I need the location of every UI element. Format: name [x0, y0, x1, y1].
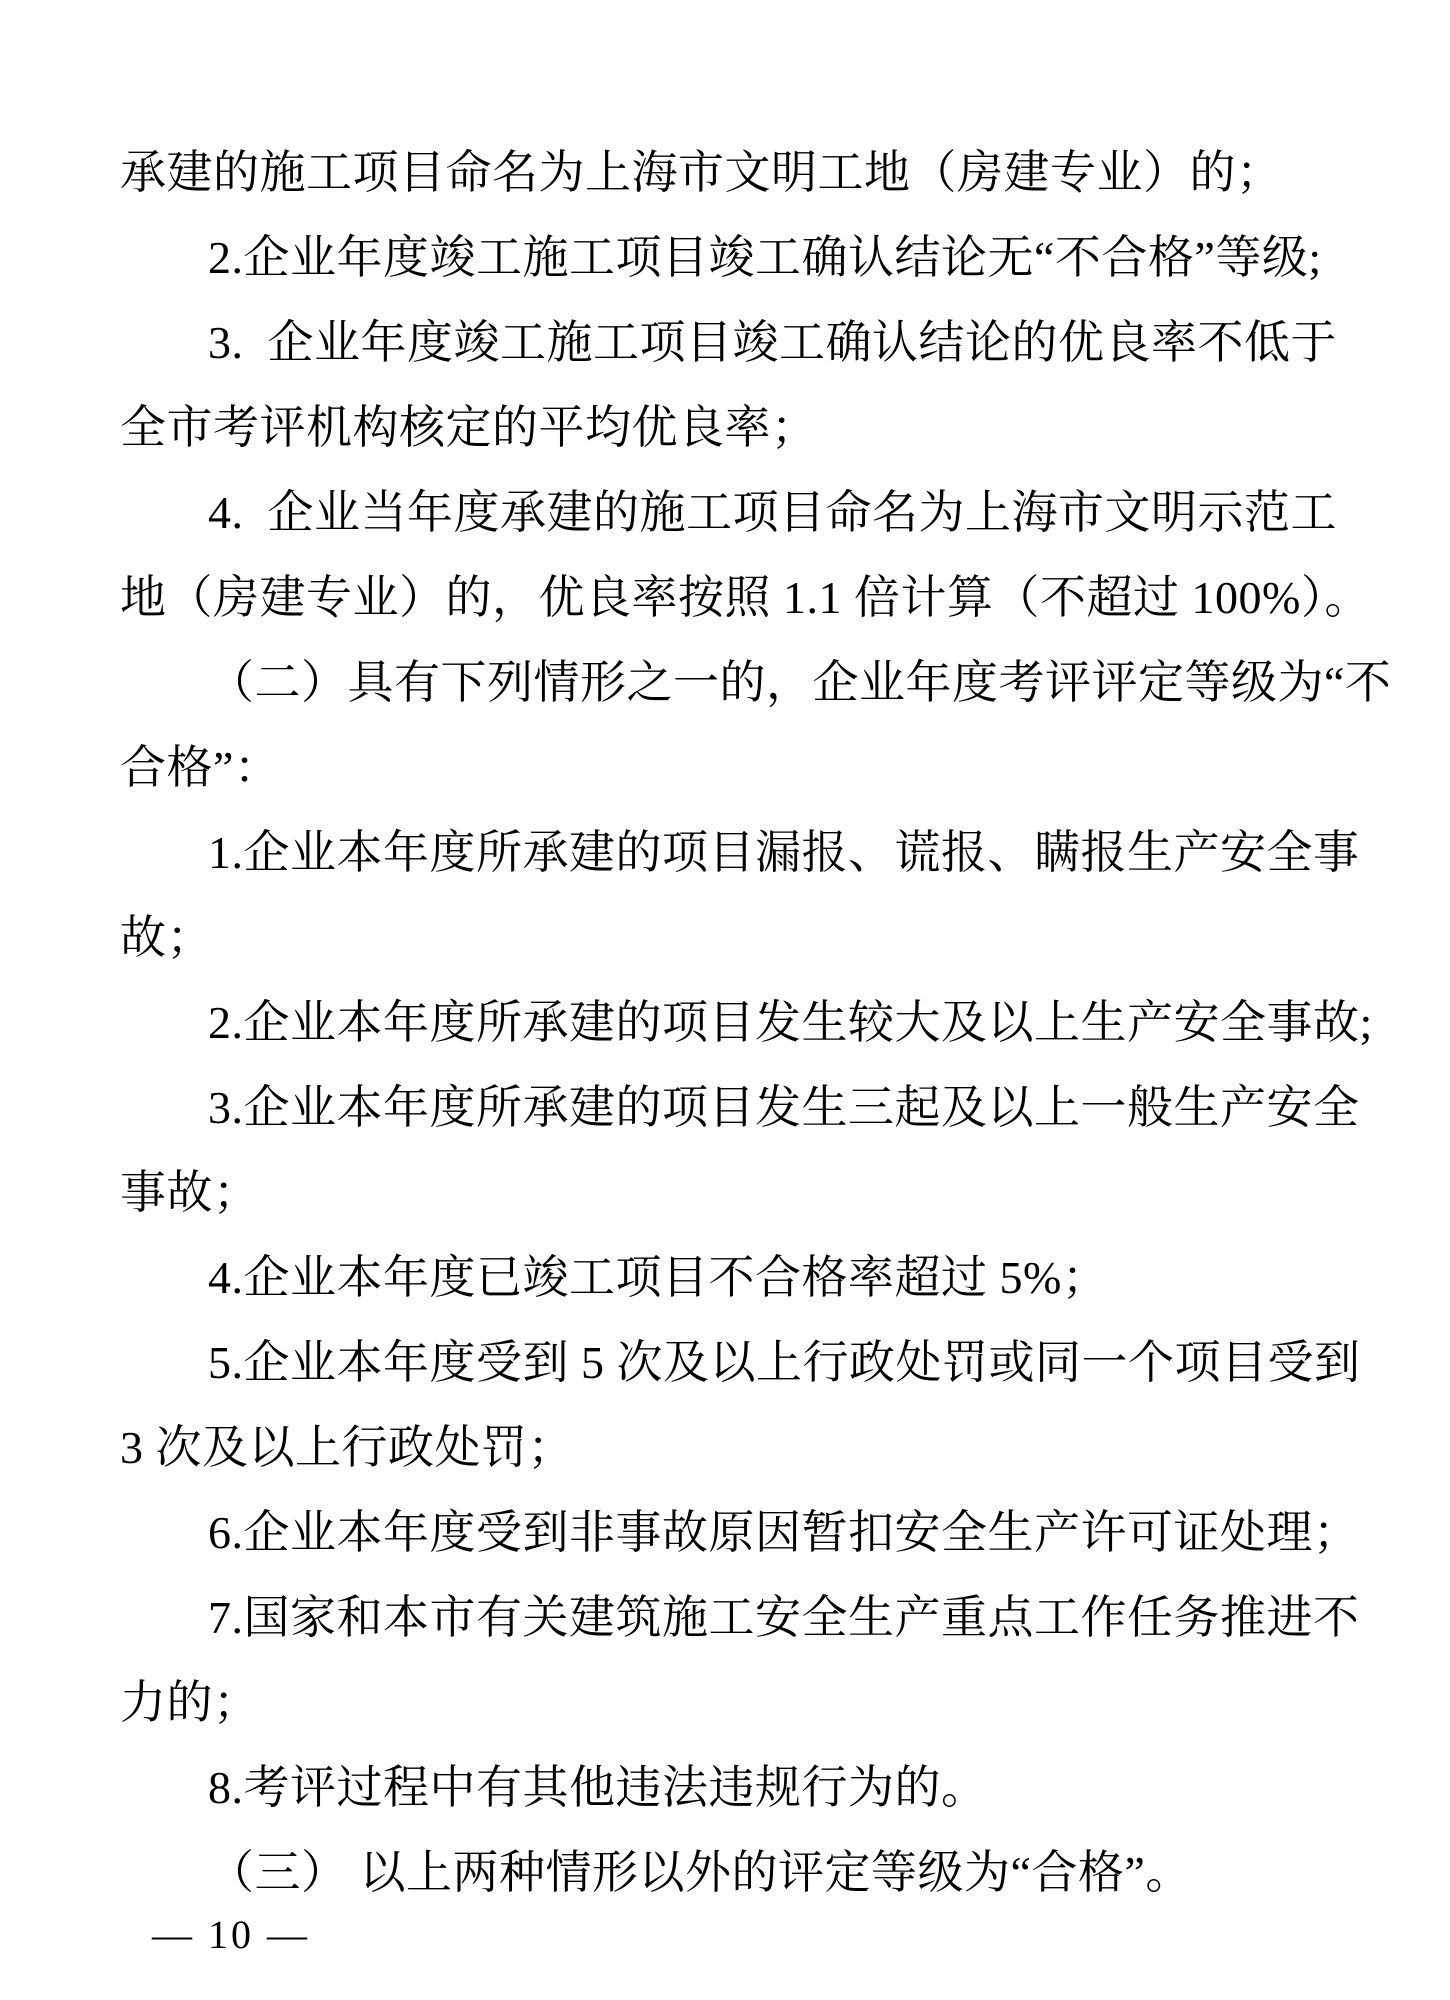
- text-line: 合格”：: [120, 742, 281, 793]
- text-line: 力的；: [120, 1677, 260, 1728]
- page-number: — 10 —: [152, 1912, 310, 1957]
- text-line: 4. 企业当年度承建的施工项目命名为上海市文明示范工: [208, 487, 1337, 538]
- text-line: 3. 企业年度竣工施工项目竣工确认结论的优良率不低于: [208, 317, 1337, 368]
- text-line: 1.企业本年度所承建的项目漏报、谎报、瞒报生产安全事: [208, 827, 1360, 878]
- text-line: 6.企业本年度受到非事故原因暂扣安全生产许可证处理；: [208, 1507, 1360, 1558]
- text-line: 事故；: [120, 1167, 260, 1218]
- text-line: 5.企业本年度受到 5 次及以上行政处罚或同一个项目受到: [208, 1337, 1361, 1388]
- text-line: （二）具有下列情形之一的，企业年度考评评定等级为“不: [208, 657, 1392, 708]
- text-line: 全市考评机构核定的平均优良率；: [120, 402, 818, 453]
- text-line: 地（房建专业）的，优良率按照 1.1 倍计算（不超过 100%）。: [120, 572, 1371, 623]
- text-line: 故；: [120, 912, 213, 963]
- text-line: （三） 以上两种情形以外的评定等级为“合格”。: [208, 1847, 1192, 1898]
- text-line: 2.企业本年度所承建的项目发生较大及以上生产安全事故;: [208, 997, 1373, 1048]
- text-line: 承建的施工项目命名为上海市文明工地（房建专业）的；: [120, 147, 1283, 198]
- text-line: 3 次及以上行政处罚；: [120, 1422, 574, 1473]
- text-line: 2.企业年度竣工施工项目竣工确认结论无“不合格”等级;: [208, 232, 1322, 283]
- text-line: 3.企业本年度所承建的项目发生三起及以上一般生产安全: [208, 1082, 1360, 1133]
- text-line: 4.企业本年度已竣工项目不合格率超过 5%；: [208, 1252, 1109, 1303]
- text-line: 7.国家和本市有关建筑施工安全生产重点工作任务推进不: [208, 1592, 1360, 1643]
- document-body: [120, 130, 1392, 1915]
- text-line: 8.考评过程中有其他违法违规行为的。: [208, 1762, 988, 1813]
